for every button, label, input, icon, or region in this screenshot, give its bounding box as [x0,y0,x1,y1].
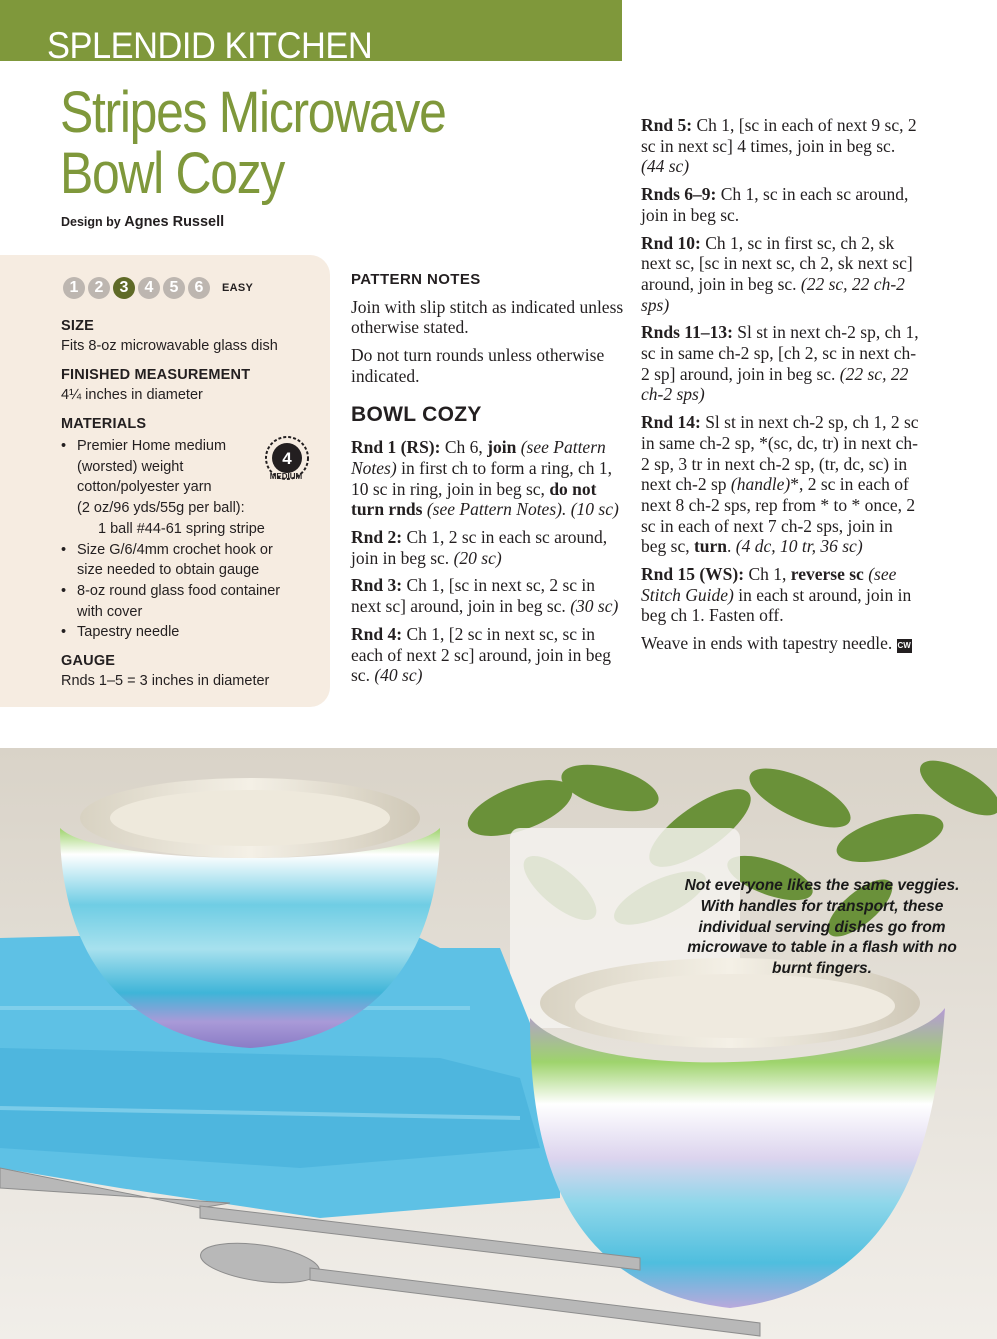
skill-level-label: EASY [222,282,254,294]
finished-measurement-heading: FINISHED MEASUREMENT [61,367,251,383]
round-1 [351,437,626,520]
finishing [641,633,921,654]
round-text: Ch 1, sc in each sc around, join in beg sc. [641,184,909,225]
byline [61,214,224,230]
page-title [60,82,446,204]
round-label: Rnd 2: [351,527,403,548]
material-item-container [61,581,280,622]
round-text: . [727,536,736,557]
round-15 [641,564,921,626]
size-heading: SIZE [61,318,95,334]
round-note: (see Stitch Guide) [641,564,897,605]
material-item-needle [61,622,280,643]
round-5 [641,115,921,177]
materials-list [61,436,280,643]
material-item-yarn [61,436,280,540]
round-text: Ch 1, [sc in each of next 9 sc, 2 sc in next sc] 4 times, join in beg sc. [641,115,917,156]
round-text: *, 2 sc in each of next 8 ch-2 sps, rep from * to * once, 2 sc in each of next 7 ch-2 sps, join in beg sc, [641,474,916,557]
material-line: cotton/polyester yarn [77,479,212,496]
round-label: Rnd 5: [641,115,693,135]
round-text: Ch 1, sc in first sc, ch 2, sk next sc, [sc in next sc, ch 2, sk next sc] around, join in beg sc. [641,232,913,294]
material-line: size needed to obtain gauge [77,562,260,579]
stitch-count: (22 sc, 22 ch-2 sps) [641,363,909,405]
pattern-note-1: Join with slip stitch as indicated unless otherwise stated. [351,296,624,338]
round-text: Ch 1, [2 sc in next sc, sc in each of next 2 sc] around, join in beg sc. [351,623,611,686]
round-3 [351,575,626,616]
round-label: Rnd 15 (WS): [641,564,745,585]
title-line-2: Bowl Cozy [60,141,285,206]
material-line: (worsted) weight [77,458,184,475]
end-mark-badge: CW [897,639,912,653]
pattern-column-middle [351,270,626,693]
round-label: Rnd 3: [351,575,403,596]
stitch-count: (44 sc) [641,156,690,177]
round-text: Sl st in next ch-2 sp, ch 1, 2 sc in same ch-2 sp, *(sc, dc, tr) in next ch-2 sp, 3 tr in next ch-2 sp, (tr, dc, sc) in next ch-2 sp [641,412,919,495]
byline-prefix: Design by [61,215,121,229]
round-text: in first ch to form a ring, ch 1, 10 sc in ring, join in beg sc, [351,457,613,499]
stitch-count: (22 sc, 22 ch-2 sps) [641,273,905,315]
material-line: Size G/6/4mm crochet hook or [77,541,273,558]
round-label: Rnd 1 (RS): [351,437,441,458]
skill-level-5: 5 [163,277,185,299]
stitch-count: (20 sc) [453,547,502,568]
round-text: in each st around, join in beg ch 1. Fasten off. [641,584,912,626]
skill-level-6: 6 [188,277,210,299]
round-text: Ch 6, [440,437,488,458]
stitch-count: (40 sc) [374,665,423,686]
finishing-text: Weave in ends with tapestry needle. [641,633,893,654]
rounds-6-9 [641,184,921,225]
round-label: Rnd 4: [351,623,403,644]
stitch-count: (4 dc, 10 tr, 36 sc) [735,536,863,557]
gauge-text: Rnds 1–5 = 3 inches in diameter [61,673,270,689]
skill-level-4: 4 [138,277,160,299]
title-line-1: Stripes Microwave [60,80,446,145]
materials-heading: MATERIALS [61,416,147,432]
round-text: Ch 1, 2 sc in each sc around, join in beg sc. [351,527,608,568]
stitch-count: (30 sc) [570,596,619,617]
round-label: Rnd 10: [641,232,701,253]
pattern-note-2: Do not turn rounds unless otherwise indicated. [351,345,605,386]
round-note: (handle) [730,474,791,495]
round-label: Rnd 14: [641,412,701,433]
round-14 [641,412,921,557]
product-photo [0,748,997,1339]
round-text: Ch 1, [sc in next sc, 2 sc in next sc] around, join in beg sc. [351,575,596,617]
round-label: Rnds 6–9: [641,184,717,205]
material-line: Premier Home medium [77,438,227,454]
material-line: (2 oz/96 yds/55g per ball): [77,500,245,517]
bowl-cozy-heading: BOWL COZY [351,402,482,426]
rounds-11-13 [641,322,921,405]
section-banner-text: SPLENDID KITCHEN [47,25,373,66]
material-sub-line: 1 ball #44-61 spring stripe [98,520,265,537]
pattern-notes-heading: PATTERN NOTES [351,271,481,288]
size-text: Fits 8-oz microwavable glass dish [61,338,278,354]
pattern-column-right [641,115,921,661]
round-2 [351,527,626,568]
round-note: (see Pattern Notes) [351,437,606,478]
material-line: Tapestry needle [77,624,180,641]
skill-level-rating [63,276,253,300]
section-banner [0,0,622,66]
round-4 [351,624,626,686]
skill-level-1: 1 [63,277,85,299]
skill-level-2: 2 [88,277,110,299]
yarn-weight-number: 4 [282,449,292,468]
byline-name: Agnes Russell [124,214,225,230]
gauge-heading: GAUGE [61,653,116,669]
round-text: Ch 1, [744,564,791,585]
yarn-weight-label: MEDIUM [269,472,303,481]
round-text: Sl st in next ch-2 sp, ch 1, sc in same ch-2 sp, [ch 2, sc in next ch-2 sp] around, join in beg sc. [641,322,919,384]
round-keyword: turn [693,536,728,557]
round-10 [641,233,921,316]
round-label: Rnds 11–13: [641,322,733,343]
round-keyword: join [487,437,517,458]
finished-measurement-text: 4¼ inches in diameter [61,387,203,403]
material-item-hook [61,540,280,581]
material-line: with cover [77,603,143,620]
round-keyword: do not turn rnds [351,478,597,520]
round-note: (see Pattern Notes). (10 sc) [422,499,619,520]
skill-level-3-active: 3 [113,277,135,299]
photo-caption: Not everyone likes the same veggies. With handles for transport, these individual serving dishes go from microwave to table in a flash with no burnt fingers. [684,877,960,978]
material-line: 8-oz round glass food container [77,582,281,599]
round-keyword: reverse sc [790,564,864,585]
